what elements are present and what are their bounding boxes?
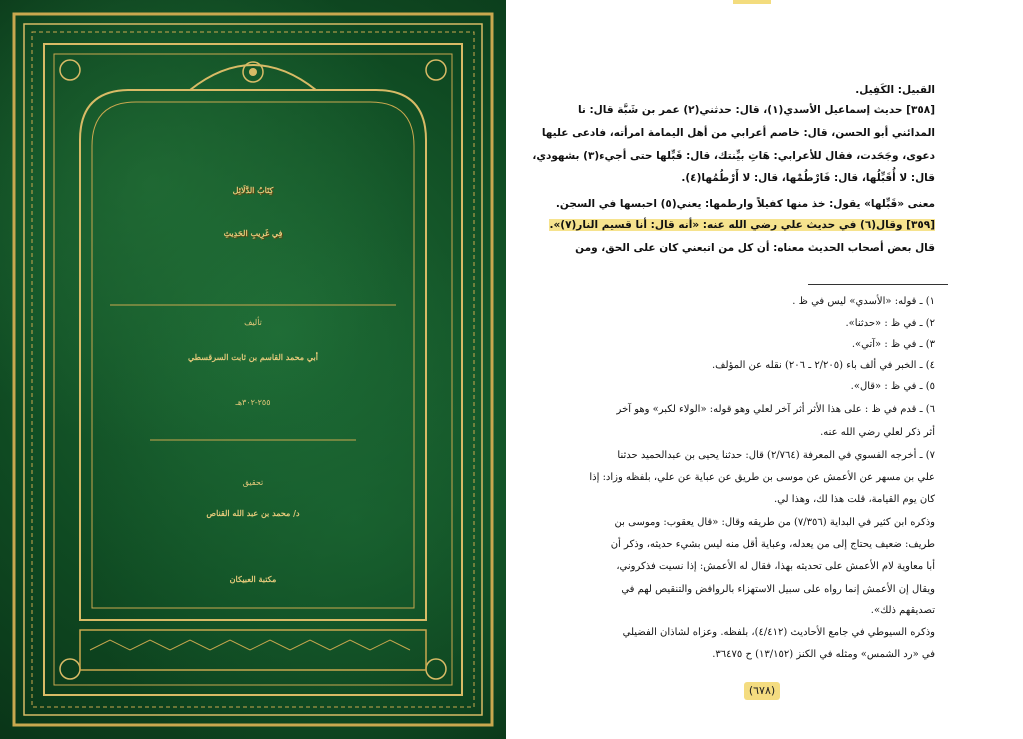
cover-subtitle: فِي غَرِيبِ الحَدِيثِ	[223, 228, 283, 238]
footnote-line: أثر ذكر لعلي رضي الله عنه.	[820, 427, 935, 438]
footnote-line: أبا معاوية لام الأعمش على تحديثه بهذا، فقال له الأعمش: إذا نسيت فذكروني،	[616, 561, 935, 572]
footnote-line: ٧) ـ أخرجه الفسوي في المعرفة (٢/٧٦٤) قال: حدثنا يحيى بن عبدالحميد حدثنا	[617, 450, 935, 461]
cover-years: ٢٥٥-٣٠٢هـ	[235, 398, 271, 407]
footnote-line: وذكره ابن كثير في البداية (٧/٣٥٦) من طريقه وقال: «قال يعقوب: وموسى بن	[614, 517, 935, 528]
top-highlight-mark	[733, 0, 771, 4]
footnote-line: ٤) ـ الخبر في ألف باء (٢/٢٠٥ ـ ٢٠٦) نقله عن المؤلف.	[712, 360, 935, 371]
footnote-line: ويقال إن الأعمش إنما رواه على سبيل الاستهزاء بالروافض والتنقيص لهم في	[621, 584, 935, 595]
cover-by-label: تأليف	[244, 318, 262, 327]
footnote-line: في «رد الشمس» ومثله في الكنز (١٣/١٥٢) ح ٣٦٤٧٥.	[712, 649, 935, 660]
footnote-line: ١) ـ قوله: «الأسدي» ليس في ظ .	[792, 296, 935, 307]
footnote-line: وذكره السيوطي في جامع الأحاديث (٤/٤١٢)، بلفظه. وعزاه لشاذان الفضيلي	[622, 627, 935, 638]
main-line: القبيل: الكَفِيل.	[855, 84, 935, 96]
footnote-line: ٦) ـ قدم في ظ : على هذا الأثر أثر آخر لعلي وهو قوله: «الولاء لكبر» وهو آخر	[616, 404, 935, 415]
book-cover	[0, 0, 506, 739]
footnote-line: كان يوم القيامة، قلت هذا لك، وهذا لي.	[773, 494, 935, 505]
cover-editor-label: تحقيق	[242, 478, 264, 487]
main-line: قال بعض أصحاب الحديث معناه: أن كل من اتبعني كان على الحق، ومن	[575, 242, 935, 254]
cover-publisher: مكتبة العبيكان	[229, 574, 277, 584]
footnote-line: طريف: ضعيف يحتاج إلى من يعدله، وعباية أقل منه ليس بشيء حديثه، وذكر أن	[610, 539, 935, 550]
main-line-highlighted: [٣٥٩] وقال(٦) في حديث علي رضي الله عنه: «أنه قال: أنا قسيم النار(٧)».	[549, 219, 935, 231]
main-line: قال: لا أُقَبِّلُها، قال: فَارْطُمْها، قال: لا أَرْطُمُها(٤).	[681, 172, 935, 184]
footnote-line: ٣) ـ في ظ : «آتي».	[851, 339, 935, 350]
book-page	[506, 0, 1023, 739]
main-line: [٣٥٨] حديث إسماعيل الأسدي(١)، قال: حدثني(٢) عمر بن شَبَّة قال: نا	[577, 104, 935, 116]
cover-title: كِتَابُ الدَّلَائِل	[232, 185, 274, 195]
cover-author: أبي محمد القاسم بن ثابت السرقسطي	[188, 352, 318, 362]
cover-border-ornament	[0, 0, 506, 739]
page-number: (٦٧٨)	[744, 682, 780, 700]
footnote-divider	[808, 284, 948, 285]
main-line: المدائني أبو الحسن، قال: خاصم أعرابي من أهل اليمامة امرأته، فادعى عليها	[541, 127, 935, 139]
footnote-line: ٥) ـ في ظ : «قال».	[850, 381, 935, 392]
footnote-line: ٢) ـ في ظ : «حدثنا».	[845, 318, 935, 329]
main-line: دعوى، وجَحَدت، فقال للأعرابي: هَاتِ بيِّنتك، قال: قَبِّلها حتى أجيء(٣) بشهودي،	[532, 150, 935, 162]
footnote-line: تصديقهم ذلك».	[870, 605, 935, 616]
cover-editor: د/ محمد بن عبد الله القناص	[206, 508, 300, 518]
main-line: معنى «قَبِّلها» يقول: خذ منها كفيلاً وارطمها: يعني(٥) احبسها في السجن.	[555, 198, 935, 210]
footnote-line: علي بن مسهر عن الأعمش عن موسى بن طريق عن عباية عن علي، بلفظه وزاد: إذا	[589, 472, 935, 483]
